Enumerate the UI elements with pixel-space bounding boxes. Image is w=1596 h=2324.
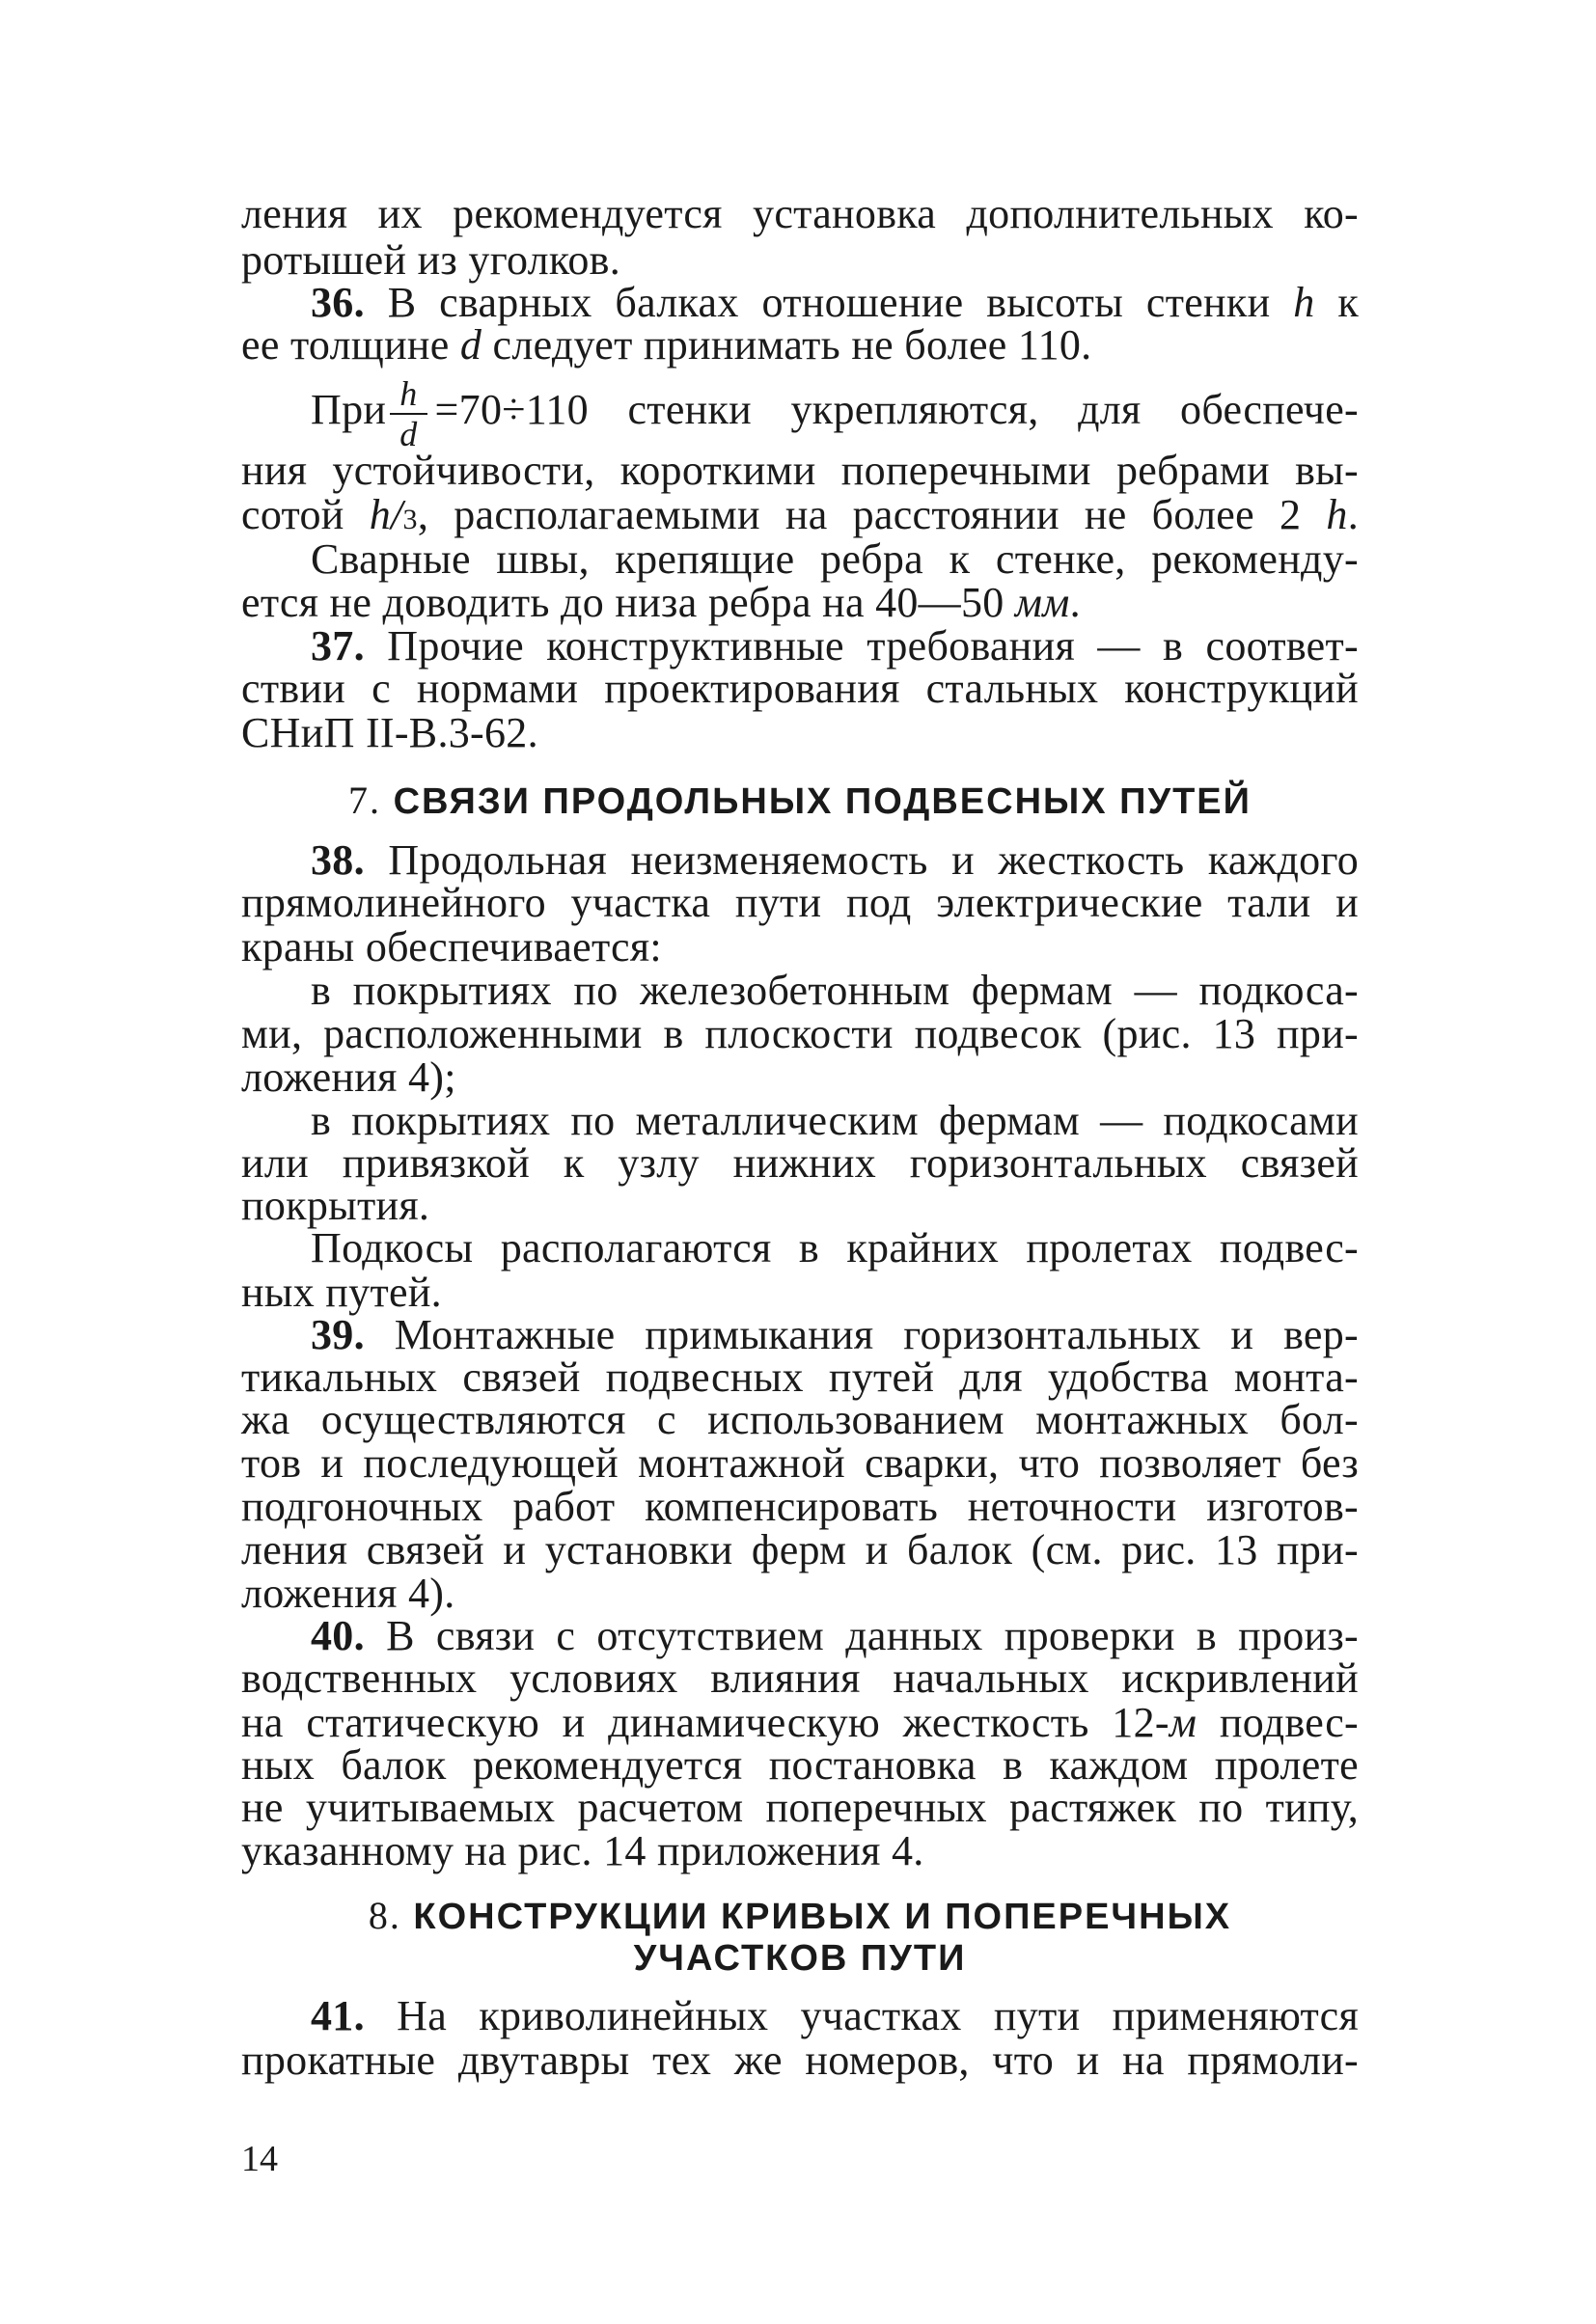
text-line: прямолинейного участка пути под электрические тали и	[241, 879, 1359, 926]
text-line: ления их рекомендуется установка дополнительных ко-	[241, 190, 1359, 237]
formula-line: При $\frac{h}{d}$ =70÷110 стенки укрепляются, для обеспече-	[311, 374, 1359, 453]
page-number: 14	[241, 2139, 278, 2179]
paragraph-37-line: 37. Прочие конструктивные требования — в соответ-	[311, 622, 1359, 670]
text-line: на статическую и динамическую жесткость 12-м подвес-	[241, 1699, 1360, 1746]
text-line: ния устойчивости, короткими поперечными ребрами вы-	[241, 447, 1359, 494]
text-line: ложения 4).	[241, 1570, 455, 1617]
paragraph-number: 38.	[311, 836, 365, 884]
text-line: ления связей и установки ферм и балок (см. рис. 13 при-	[241, 1526, 1359, 1573]
text-line: жа осуществляются с использованием монтажных бол-	[241, 1396, 1359, 1443]
text-line: ных балок рекомендуется постановка в каждом пролете	[241, 1741, 1359, 1789]
text-line: в покрытиях по металлическим фермам — подкосами	[311, 1097, 1359, 1144]
paragraph-38-line: 38. Продольная неизменяемость и жесткость каждого	[311, 836, 1359, 884]
text-line: краны обеспечивается:	[241, 923, 662, 971]
paragraph-number: 36.	[311, 279, 365, 326]
text-line: СНиП II-В.3-62.	[241, 709, 538, 756]
text-line: ми, расположенными в плоскости подвесок (рис. 13 при-	[241, 1010, 1359, 1057]
text-line: ее толщине d следует принимать не более 110.	[241, 321, 1092, 369]
section-8-heading-line-2: УЧАСТКОВ ПУТИ	[633, 1938, 967, 1979]
section-7-heading: 7. СВЯЗИ ПРОДОЛЬНЫХ ПОДВЕСНЫХ ПУТЕЙ	[348, 779, 1252, 822]
text-line: не учитываемых расчетом поперечных растяжек по типу,	[241, 1784, 1359, 1831]
text-line: ствии с нормами проектирования стальных конструкций	[241, 665, 1359, 712]
paragraph-39-line: 39. Монтажные примыкания горизонтальных и вер-	[311, 1311, 1359, 1358]
text-line: Подкосы располагаются в крайних пролетах подвес-	[311, 1224, 1359, 1271]
paragraph-41-line: 41. На криволинейных участках пути применяются	[311, 1992, 1359, 2039]
fraction-h-over-d: $\frac{h}{d}$	[390, 374, 427, 453]
text-line: или привязкой к узлу нижних горизонтальных связей	[241, 1139, 1359, 1187]
text-line: водственных условиях влияния начальных искривлений	[241, 1654, 1359, 1702]
text-line: тов и последующей монтажной сварки, что позволяет без	[241, 1439, 1359, 1487]
text-line: покрытия.	[241, 1182, 430, 1229]
section-8-heading: 8. КОНСТРУКЦИИ КРИВЫХ И ПОПЕРЕЧНЫХ	[368, 1894, 1232, 1937]
text-line: ется не доводить до низа ребра на 40—50 мм.	[241, 579, 1081, 626]
text-line: Сварные швы, крепящие ребра к стенке, рекоменду-	[311, 535, 1359, 583]
text-line: тикальных связей подвесных путей для удобства монта-	[241, 1353, 1359, 1401]
text-line: сотой h/3, располагаемыми на расстоянии не более 2 h.	[241, 491, 1359, 538]
paragraph-number: 40.	[311, 1612, 365, 1659]
text-line: указанному на рис. 14 приложения 4.	[241, 1827, 924, 1874]
paragraph-number: 39.	[311, 1311, 365, 1358]
paragraph-40-line: 40. В связи с отсутствием данных проверки в произ-	[311, 1612, 1359, 1659]
paragraph-36-line: 36. В сварных балках отношение высоты стенки h к	[311, 279, 1359, 326]
text-line: подгоночных работ компенсировать неточности изготов-	[241, 1483, 1359, 1530]
paragraph-number: 37.	[311, 622, 365, 670]
paragraph-number: 41.	[311, 1992, 365, 2039]
text-line: ложения 4);	[241, 1053, 456, 1101]
text-line: ных путей.	[241, 1269, 442, 1316]
text-line: в покрытиях по железобетонным фермам — подкоса-	[311, 967, 1359, 1014]
text-line: прокатные двутавры тех же номеров, что и на прямоли-	[241, 2037, 1359, 2084]
text-line: ротышей из уголков.	[241, 236, 621, 284]
